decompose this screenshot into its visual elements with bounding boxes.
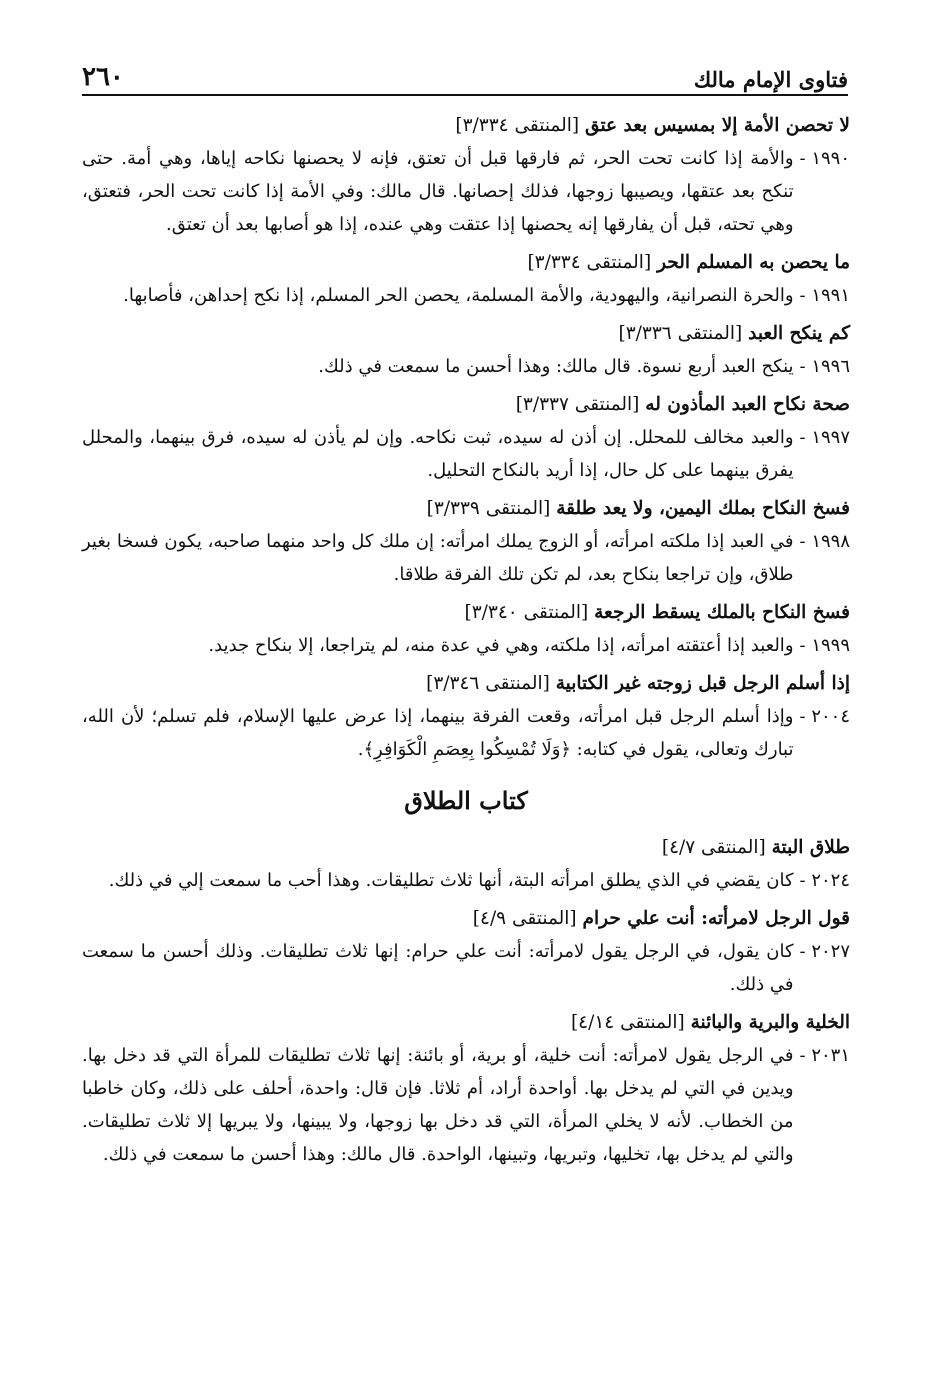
fatwa-entry <box>82 279 850 312</box>
entry-text: في العبد إذا ملكته امرأته، أو الزوج يملك امرأته: إن ملك كل واحد منهما صاحبه، يكون فسخا بغير طلاق، وإن تراجعا بنكاح بعد، لم تكن تلك الفرقة طلاقا. <box>82 531 794 585</box>
running-title: فتاوى الإمام مالك <box>693 67 848 92</box>
section-heading: قول الرجل لامرأته: أنت علي حرام [المنتقى ٤/٩] <box>472 908 850 929</box>
source-reference: [المنتقى ٣/٣٣٩] <box>426 498 551 519</box>
entry-text: والعبد مخالف للمحلل. إن أذن له سيده، ثبت نكاحه. وإن لم يأذن له سيده، فرق بينهما، والمحلل يفرق بينهما على كل حال، إذا أريد بالنكاح التحليل. <box>82 427 794 481</box>
entry-text: كان يقضي في الذي يطلق امرأته البتة، أنها ثلاث تطليقات. وهذا أحب ما سمعت إلي في ذلك. <box>108 870 794 891</box>
entry-number: ١٩٩٠ - <box>799 148 850 169</box>
fatwa-entry <box>82 629 850 662</box>
page-body <box>82 112 850 1171</box>
book-title: كتاب الطلاق <box>404 786 528 815</box>
fatwa-entry <box>82 525 850 591</box>
section-heading: إذا أسلم الرجل قبل زوجته غير الكتابية [المنتقى ٣/٣٤٦] <box>426 673 850 694</box>
source-reference: [المنتقى ٣/٣٣٤] <box>527 252 652 273</box>
fatwa-entry <box>82 1039 850 1171</box>
entry-text: كان يقول، في الرجل يقول لامرأته: أنت علي حرام: إنها ثلاث تطليقات. وذلك أحسن ما سمعت في ذلك. <box>82 941 794 995</box>
fatwa-entry <box>82 864 850 897</box>
section-heading: الخلية والبرية والبائنة [المنتقى ٤/١٤] <box>570 1012 850 1033</box>
source-reference: [المنتقى ٤/٩] <box>472 908 577 929</box>
entry-number: ١٩٩٨ - <box>799 531 850 552</box>
source-reference: [المنتقى ٤/٧] <box>661 837 766 858</box>
entry-number: ١٩٩٦ - <box>799 356 850 377</box>
section-heading: طلاق البتة [المنتقى ٤/٧] <box>661 837 850 858</box>
section-heading: صحة نكاح العبد المأذون له [المنتقى ٣/٣٣٧] <box>515 394 850 415</box>
fatwa-entry <box>82 421 850 487</box>
entry-text: والأمة إذا كانت تحت الحر، ثم فارقها قبل أن تعتق، فإنه لا يحصنها نكاحه إياها، وهي أمة. حتى تنكح بعد عتقها، ويصيبها زوجها، فذلك إحصانها. قال مالك: وفي الأمة إذا كانت تحت الحر، فتعتق، وهي تحته، قبل أن يفارقها إنه يحصنها إذا عتقت وهي عنده، إذا هو أصابها بعد أن تعتق. <box>82 148 794 235</box>
page-number: ٢٦٠ <box>82 62 124 92</box>
entry-number: ٢٠٠٤ - <box>799 706 850 727</box>
source-reference: [المنتقى ٣/٣٣٤] <box>455 115 580 136</box>
entry-number: ١٩٩٩ - <box>799 635 850 656</box>
section-heading: فسخ النكاح بملك اليمين، ولا يعد طلقة [المنتقى ٣/٣٣٩] <box>426 498 850 519</box>
entry-number: ٢٠٢٧ - <box>799 941 850 962</box>
entry-text: والحرة النصرانية، واليهودية، والأمة المسلمة، يحصن الحر المسلم، إذا نكح إحداهن، فأصابها. <box>123 285 794 306</box>
entry-text: وإذا أسلم الرجل قبل امرأته، وقعت الفرقة بينهما، إذا عرض عليها الإسلام، فلم تسلم؛ لأن الله، تبارك وتعالى، يقول في كتابه: ﴿وَلَا تُمْسِكُوا بِعِصَمِ الْكَوَافِرِ﴾. <box>82 706 794 760</box>
fatwa-entry <box>82 142 850 241</box>
entry-number: ٢٠٣١ - <box>799 1045 850 1066</box>
section-heading: كم ينكح العبد [المنتقى ٣/٣٣٦] <box>618 323 850 344</box>
page-header <box>82 52 848 92</box>
source-reference: [المنتقى ٤/١٤] <box>570 1012 685 1033</box>
entry-text: ينكح العبد أربع نسوة. قال مالك: وهذا أحسن ما سمعت في ذلك. <box>318 356 794 377</box>
entry-text: والعبد إذا أعتقته امرأته، إذا ملكته، وهي في عدة منه، لم يتراجعا، إلا بنكاح جديد. <box>208 635 794 656</box>
source-reference: [المنتقى ٣/٣٤٠] <box>464 602 589 623</box>
fatwa-entry <box>82 350 850 383</box>
section-heading: ما يحصن به المسلم الحر [المنتقى ٣/٣٣٤] <box>527 252 850 273</box>
section-heading: لا تحصن الأمة إلا بمسيس بعد عتق [المنتقى ٣/٣٣٤] <box>455 115 850 136</box>
source-reference: [المنتقى ٣/٣٣٦] <box>618 323 743 344</box>
source-reference: [المنتقى ٣/٣٣٧] <box>515 394 640 415</box>
fatwa-entry <box>82 700 850 766</box>
entry-text: في الرجل يقول لامرأته: أنت خلية، أو برية، أو بائنة: إنها ثلاث تطليقات للمرأة التي قد دخل بها. ويدين في التي لم يدخل بها. أواحدة أراد، أم ثلاثا. فإن قال: واحدة، أحلف على ذلك، وكان خاطبا من الخطاب. لأنه لا يخلي المرأة، التي قد دخل بها زوجها، ولا يبينها، ولا يبريها إلا ثلاث تطليقات. والتي لم يدخل بها، تخليها، وتبريها، وتبينها، الواحدة. قال مالك: وهذا أحسن ما سمعت في ذلك. <box>82 1045 794 1165</box>
fatwa-entry <box>82 935 850 1001</box>
source-reference: [المنتقى ٣/٣٤٦] <box>426 673 550 694</box>
header-divider <box>82 94 848 96</box>
entry-number: ١٩٩١ - <box>799 285 850 306</box>
section-heading: فسخ النكاح بالملك يسقط الرجعة [المنتقى ٣/٣٤٠] <box>464 602 850 623</box>
entry-number: ١٩٩٧ - <box>799 427 850 448</box>
entry-number: ٢٠٢٤ - <box>799 870 850 891</box>
